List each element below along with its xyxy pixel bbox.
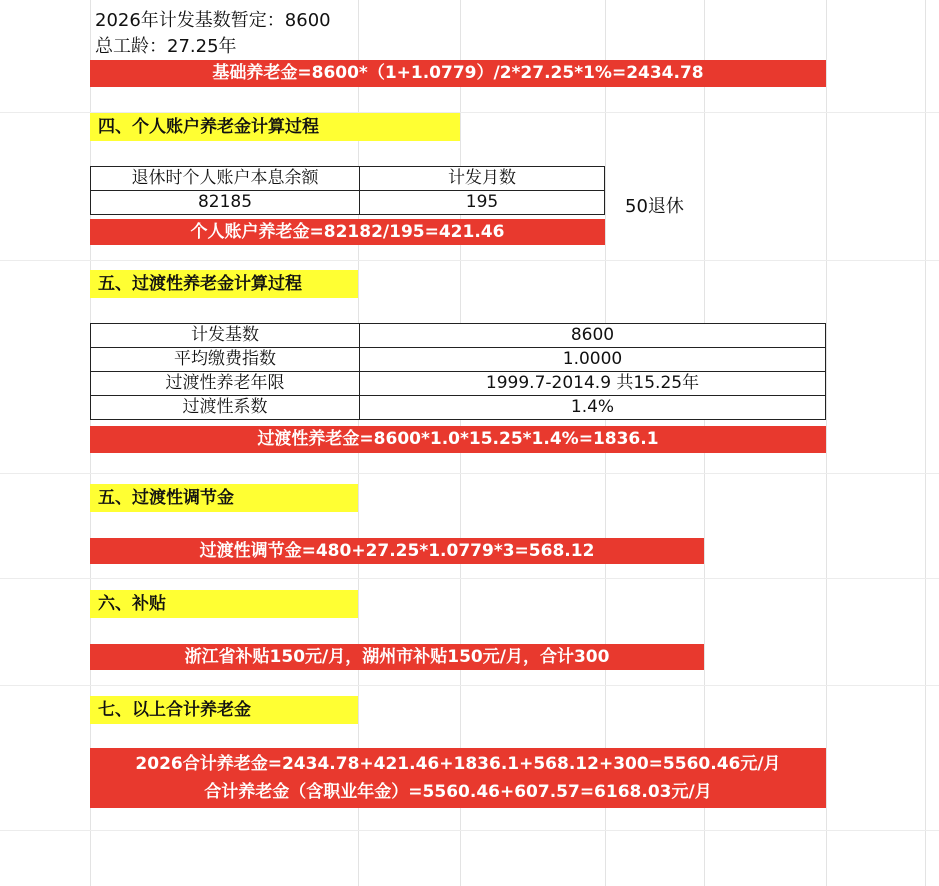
total-pension-block[interactable]	[90, 748, 826, 808]
table-row	[91, 396, 826, 420]
value-cell[interactable]: 1.4%	[360, 396, 826, 420]
total-with-annuity-line: 合计养老金（含职业年金）=5560.46+607.57=6168.03元/月	[204, 782, 712, 802]
transitional-pension-formula[interactable]: 过渡性养老金=8600*1.0*15.25*1.4%=1836.1	[90, 426, 826, 453]
section-5b-title: 五、过渡性调节金	[90, 484, 358, 512]
value-cell[interactable]: 8600	[360, 324, 826, 348]
section-6-title: 六、补贴	[90, 590, 358, 618]
adjustment-formula[interactable]: 过渡性调节金=480+27.25*1.0779*3=568.12	[90, 538, 704, 564]
service-years-line: 总工龄：27.25年	[95, 36, 237, 57]
value-cell[interactable]: 195	[360, 191, 605, 215]
table-row	[91, 167, 605, 191]
retirement-age-note: 50退休	[625, 196, 684, 217]
table-row	[91, 191, 605, 215]
table-row	[91, 348, 826, 372]
section-4-title: 四、个人账户养老金计算过程	[90, 113, 460, 141]
transitional-pension-table	[90, 323, 826, 420]
table-row	[91, 372, 826, 396]
label-cell[interactable]: 过渡性系数	[91, 396, 360, 420]
label-cell[interactable]: 过渡性养老年限	[91, 372, 360, 396]
calc-base-line: 2026年计发基数暂定：8600	[95, 10, 331, 31]
table-row	[91, 324, 826, 348]
section-5-title: 五、过渡性养老金计算过程	[90, 270, 358, 298]
header-cell[interactable]: 计发月数	[360, 167, 605, 191]
basic-pension-formula[interactable]: 基础养老金=8600*（1+1.0779）/2*27.25*1%=2434.78	[90, 60, 826, 87]
grid-column-line	[826, 0, 827, 886]
grid-row-line	[0, 830, 939, 831]
value-cell[interactable]: 1999.7-2014.9 共15.25年	[360, 372, 826, 396]
grid-row-line	[0, 473, 939, 474]
grid-row-line	[0, 260, 939, 261]
value-cell[interactable]: 82185	[91, 191, 360, 215]
grid-column-line	[925, 0, 926, 886]
header-cell[interactable]: 退休时个人账户本息余额	[91, 167, 360, 191]
grid-row-line	[0, 578, 939, 579]
value-cell[interactable]: 1.0000	[360, 348, 826, 372]
total-pension-line: 2026合计养老金=2434.78+421.46+1836.1+568.12+300=5560.46元/月	[135, 754, 781, 774]
personal-account-table	[90, 166, 605, 215]
personal-account-formula[interactable]: 个人账户养老金=82182/195=421.46	[90, 219, 605, 245]
label-cell[interactable]: 计发基数	[91, 324, 360, 348]
subsidy-formula[interactable]: 浙江省补贴150元/月，湖州市补贴150元/月，合计300	[90, 644, 704, 670]
section-7-title: 七、以上合计养老金	[90, 696, 358, 724]
label-cell[interactable]: 平均缴费指数	[91, 348, 360, 372]
grid-row-line	[0, 685, 939, 686]
